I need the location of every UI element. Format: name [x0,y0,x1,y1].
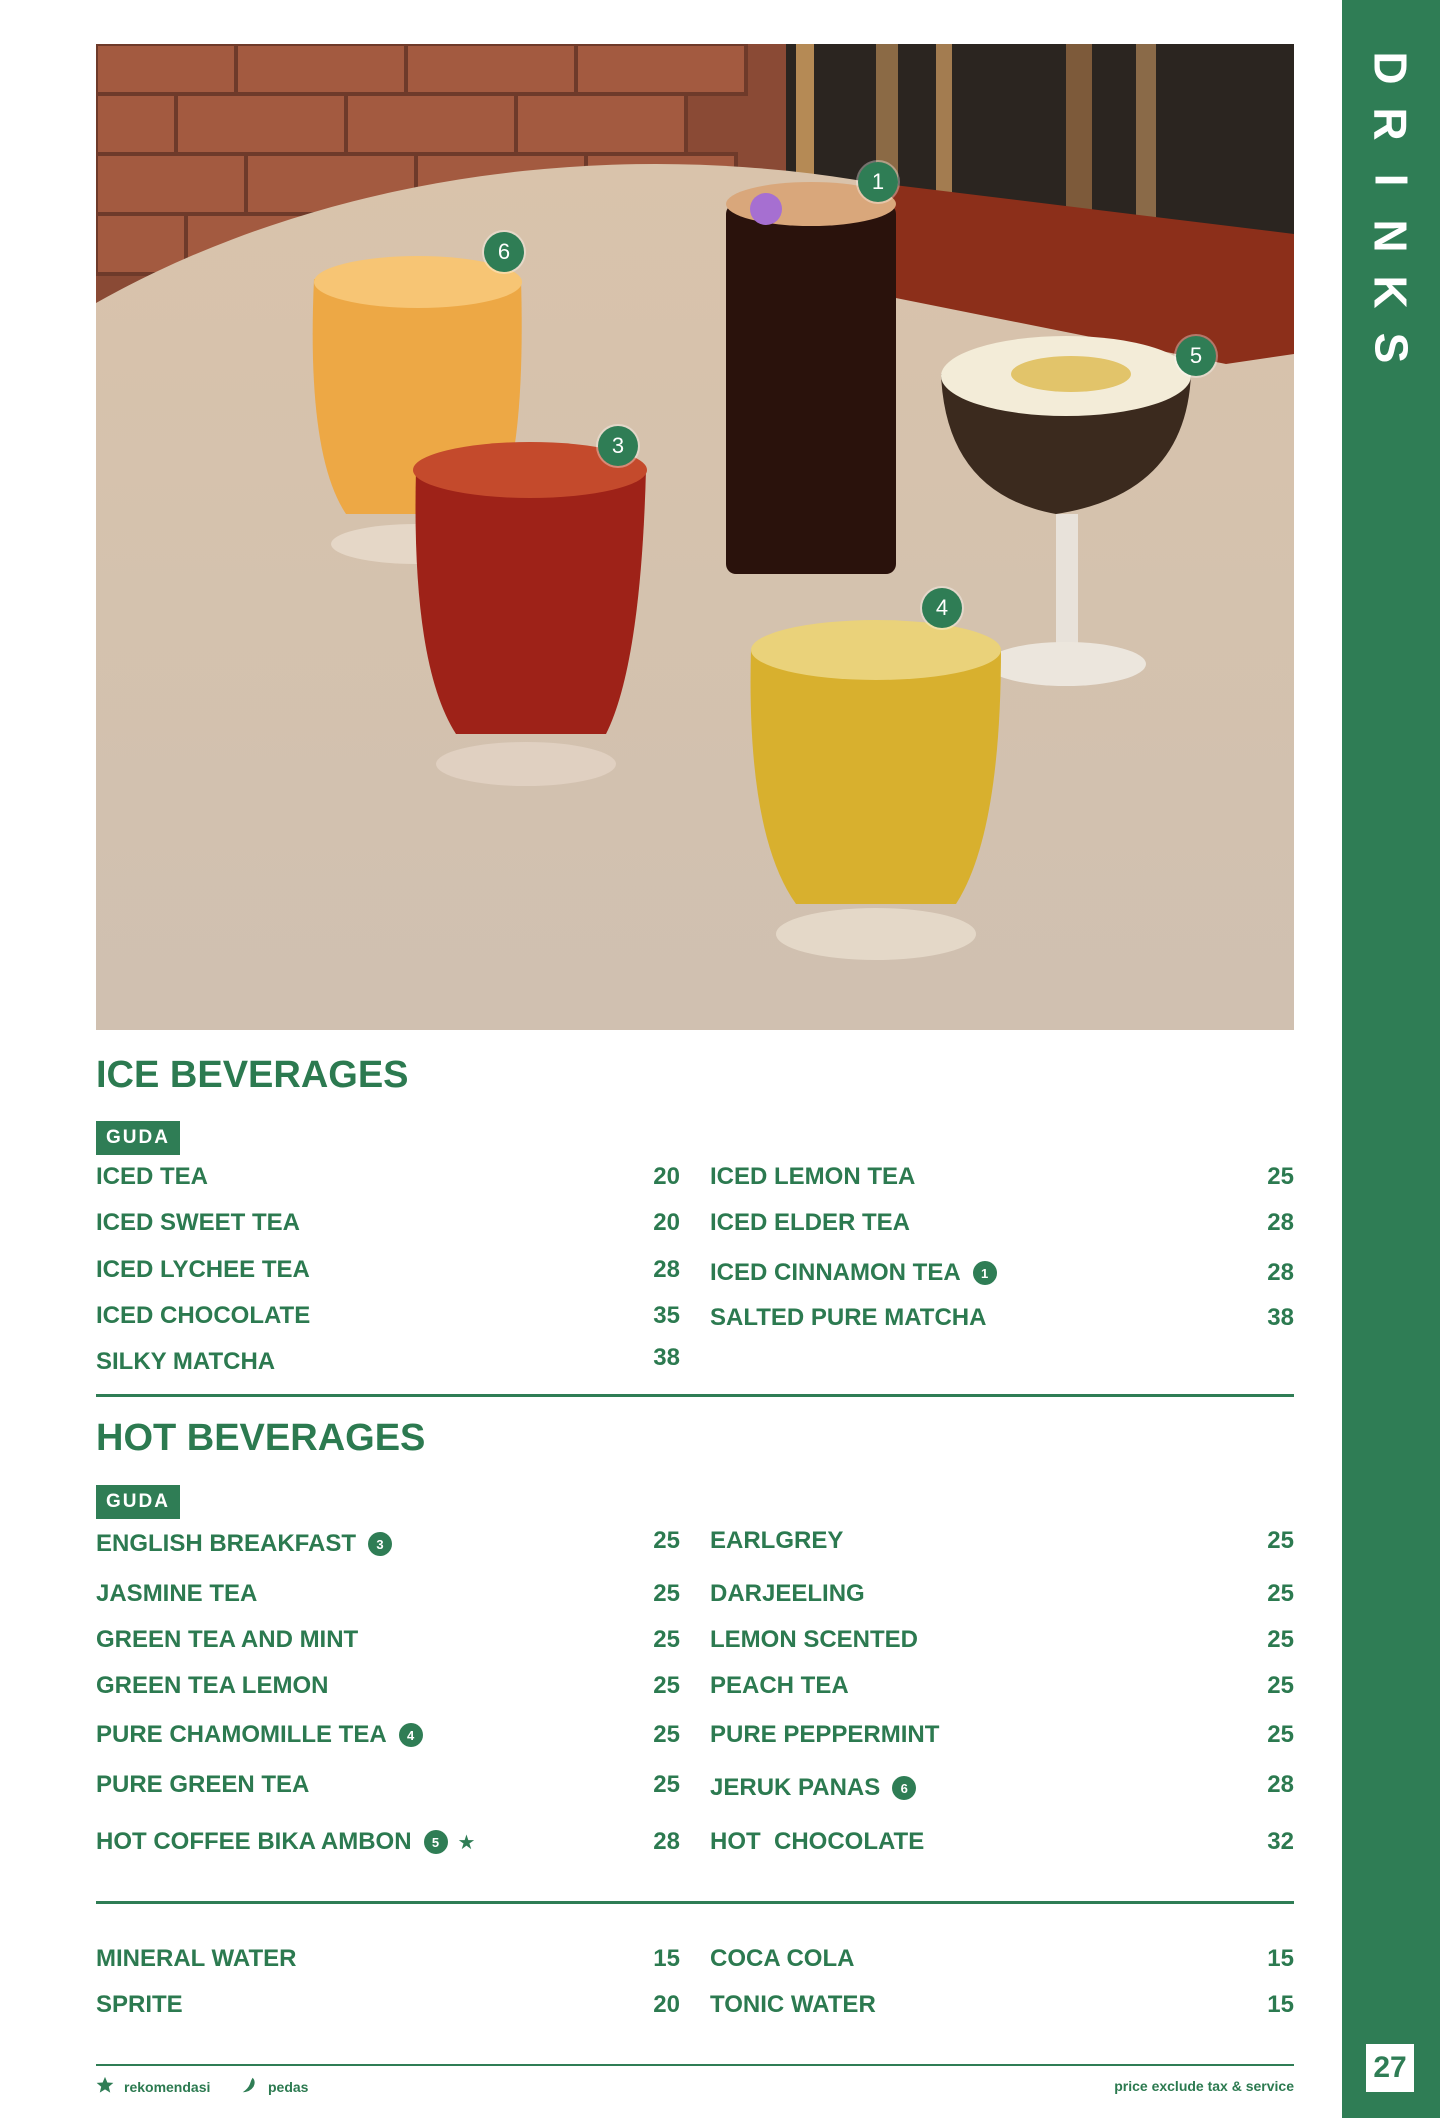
menu-item-price: 25 [653,1527,680,1554]
menu-item-name: ICED ELDER TEA [710,1209,911,1236]
menu-item [96,1163,208,1191]
photo-ref-badge: 4 [399,1723,423,1747]
menu-item [96,1348,275,1376]
menu-item [710,1580,865,1608]
menu-item-price: 35 [653,1302,680,1329]
menu-item-name: DARJEELING [710,1580,865,1607]
menu-item-name: PURE PEPPERMINT [710,1721,940,1748]
menu-item-price: 20 [653,1991,680,2018]
price-note: price exclude tax & service [1114,2078,1294,2094]
photo-marker: 3 [598,426,638,466]
photo-marker: 4 [922,588,962,628]
menu-item-price: 25 [653,1721,680,1748]
menu-item [96,1530,392,1558]
menu-item [710,1209,910,1237]
menu-item-name: ICED CHOCOLATE [96,1302,311,1329]
menu-item [710,1304,986,1332]
menu-item [96,1256,310,1284]
menu-item-name: EARLGREY [710,1527,844,1554]
menu-item-price: 25 [1267,1527,1294,1554]
menu-item [710,1721,939,1749]
menu-item [96,1209,300,1237]
menu-item-name: PURE CHAMOMILLE TEA [96,1721,387,1748]
menu-item-price: 25 [653,1626,680,1653]
divider [96,1901,1294,1904]
menu-item-name: JASMINE TEA [96,1580,258,1607]
menu-item [710,1991,876,2019]
title-letter: N [1364,219,1417,253]
menu-item [710,1828,924,1856]
footer-divider [96,2064,1294,2066]
menu-item [96,1672,328,1700]
menu-item-price: 25 [1267,1163,1294,1190]
menu-item-name: COCA COLA [710,1945,855,1972]
menu-item-price: 25 [1267,1626,1294,1653]
divider [96,1394,1294,1397]
section-vertical-title [1342,40,1440,376]
menu-item-price: 28 [1267,1259,1294,1286]
menu-item-name: LEMON SCENTED [710,1626,919,1653]
menu-item-price: 32 [1267,1828,1294,1855]
menu-item-name: HOT COFFEE BIKA AMBON [96,1828,412,1855]
ice-beverages-title: ICE BEVERAGES [96,1054,409,1096]
menu-item-price: 25 [653,1672,680,1699]
menu-item [710,1163,915,1191]
menu-item [710,1527,843,1555]
drinks-illustration [96,44,1294,1030]
menu-item-price: 15 [1267,1945,1294,1972]
menu-item [96,1721,423,1749]
menu-item [710,1774,916,1802]
menu-item [96,1991,183,2019]
menu-item-name: ICED TEA [96,1163,209,1190]
legend-label: rekomendasi [124,2078,211,2095]
photo-marker: 5 [1176,336,1216,376]
photo-ref-badge: 1 [973,1261,997,1285]
menu-item [96,1626,358,1654]
guda-tag: GUDA [96,1485,180,1519]
menu-item-name: HOT CHOCOLATE [710,1828,925,1855]
star-icon: ★ [457,1831,476,1854]
menu-item [96,1302,310,1330]
menu-item-price: 25 [1267,1672,1294,1699]
hot-beverages-title: HOT BEVERAGES [96,1417,426,1459]
menu-item-price: 15 [653,1945,680,1972]
page-number: 27 [1366,2044,1414,2092]
menu-item [96,1945,296,1973]
photo-ref-badge: 5 [424,1830,448,1854]
menu-item-price: 28 [1267,1209,1294,1236]
menu-item-name: JERUK PANAS [710,1774,881,1801]
menu-item [710,1626,918,1654]
chili-icon [240,2076,258,2097]
menu-item [96,1580,257,1608]
photo-marker: 1 [858,162,898,202]
title-letter: S [1365,332,1417,364]
menu-item-price: 38 [1267,1304,1294,1331]
menu-item-name: ICED LEMON TEA [710,1163,916,1190]
menu-item-name: ICED LYCHEE TEA [96,1256,310,1283]
title-letter: K [1364,275,1417,309]
title-letter: I [1365,173,1417,187]
title-letter: R [1364,107,1417,141]
menu-item-name: SPRITE [96,1991,183,2018]
menu-item-name: MINERAL WATER [96,1945,297,1972]
menu-item-price: 20 [653,1163,680,1190]
menu-item-name: GREEN TEA LEMON [96,1672,329,1699]
menu-item-price: 28 [1267,1771,1294,1798]
menu-item-name: TONIC WATER [710,1991,876,2018]
menu-item-price: 28 [653,1828,680,1855]
legend-label: pedas [268,2078,309,2095]
menu-item-price: 25 [653,1580,680,1607]
menu-item [710,1945,854,1973]
menu-item-name: ICED SWEET TEA [96,1209,301,1236]
menu-item [96,1828,475,1856]
title-letter: D [1364,51,1417,85]
menu-item-name: ENGLISH BREAKFAST [96,1530,357,1557]
menu-item-name: ICED CINNAMON TEA [710,1259,961,1286]
photo-ref-badge: 3 [368,1532,392,1556]
menu-item-price: 38 [653,1344,680,1371]
menu-item [710,1672,849,1700]
legend-spicy [240,2076,308,2097]
menu-item [96,1771,309,1799]
menu-item-price: 25 [1267,1580,1294,1607]
menu-item-name: SILKY MATCHA [96,1348,276,1375]
menu-item-price: 20 [653,1209,680,1236]
menu-item-name: SALTED PURE MATCHA [710,1304,987,1331]
menu-item-price: 25 [1267,1721,1294,1748]
menu-item-price: 25 [653,1771,680,1798]
menu-item-name: PEACH TEA [710,1672,849,1699]
photo-marker: 6 [484,232,524,272]
menu-item-name: GREEN TEA AND MINT [96,1626,359,1653]
photo-ref-badge: 6 [892,1776,916,1800]
drinks-photo [96,44,1294,1030]
menu-item [710,1259,997,1287]
menu-item-price: 15 [1267,1991,1294,2018]
menu-item-price: 28 [653,1256,680,1283]
legend-recommendation [96,2076,210,2097]
guda-tag: GUDA [96,1121,180,1155]
menu-item-name: PURE GREEN TEA [96,1771,310,1798]
star-icon [96,2076,114,2097]
